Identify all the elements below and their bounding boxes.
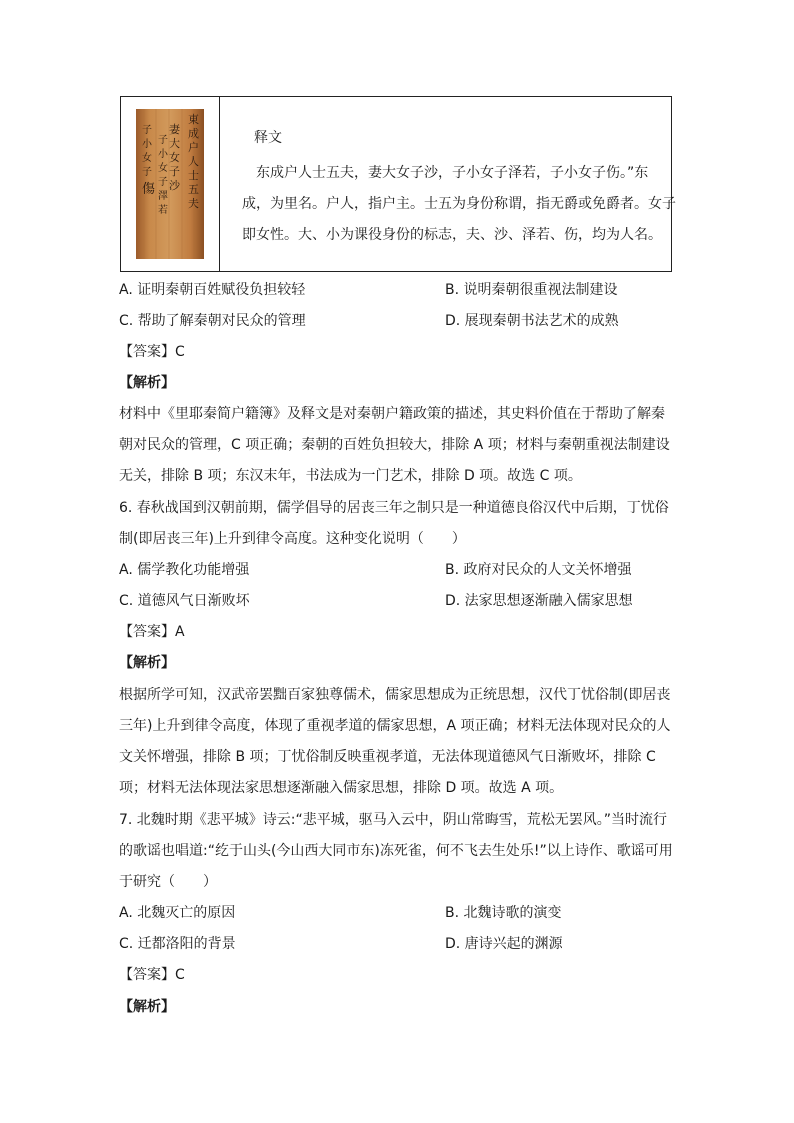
material-table	[120, 96, 676, 272]
q5-option-a: A. 证明秦朝百姓赋役负担较轻	[119, 282, 306, 298]
svg-text:小: 小	[142, 139, 152, 150]
q5-analysis-line: 无关，排除 B 项；东汉末年，书法成为一门艺术，排除 D 项。故选 C 项。	[119, 468, 582, 484]
q7-stem-line: 于研究（ ）	[119, 874, 217, 890]
q7-option-b: B. 北魏诗歌的演变	[445, 905, 562, 921]
svg-text:女: 女	[169, 151, 180, 164]
transcription-line: 即女性。大、小为课役身份的标志，夫、沙、泽若、伤，均为人名。	[242, 227, 662, 243]
q6-option-b: B. 政府对民众的人文关怀增强	[445, 562, 632, 578]
svg-text:人: 人	[188, 155, 199, 168]
q7-stem-line: 7. 北魏时期《悲平城》诗云:“悲平城，驱马入云中，阴山常晦雪，荒松无罢风。”当时流行	[119, 812, 668, 828]
svg-text:子: 子	[142, 167, 152, 178]
q6-stem-line: 制(即居丧三年)上升到律令高度。这种变化说明（ ）	[119, 531, 466, 547]
q7-option-d: D. 唐诗兴起的渊源	[445, 936, 563, 952]
svg-text:子: 子	[158, 177, 168, 188]
svg-text:若: 若	[158, 205, 168, 216]
bamboo-slip-image	[136, 109, 204, 259]
q5-option-b: B. 说明秦朝很重视法制建设	[445, 282, 618, 298]
transcription-title: 释文	[254, 130, 282, 146]
svg-text:子: 子	[169, 165, 180, 178]
svg-text:户: 户	[188, 141, 199, 154]
q5-option-d: D. 展现秦朝书法艺术的成熟	[445, 313, 619, 329]
q5-analysis-line: 材料中《里耶秦简户籍簿》及释文是对秦朝户籍政策的描述，其史料价值在于帮助了解秦	[119, 406, 665, 422]
q6-option-a: A. 儒学教化功能增强	[119, 562, 250, 578]
q5-analysis-line: 朝对民众的管理，C 项正确；秦朝的百姓负担较大，排除 A 项；材料与秦朝重视法制建设	[119, 437, 670, 453]
svg-text:東: 東	[188, 113, 199, 126]
svg-text:女: 女	[142, 153, 152, 164]
svg-text:五: 五	[188, 183, 199, 196]
transcription-line: 成，为里名。户人，指户主。士五为身份称谓，指无爵或免爵者。女子	[242, 196, 676, 212]
svg-text:澤: 澤	[158, 191, 168, 202]
svg-text:士: 士	[188, 169, 199, 182]
q5-analysis-label: 【解析】	[119, 375, 175, 391]
q6-answer: 【答案】A	[119, 624, 185, 640]
svg-text:傷: 傷	[142, 182, 156, 197]
q6-option-d: D. 法家思想逐渐融入儒家思想	[445, 593, 633, 609]
svg-text:女: 女	[158, 163, 168, 174]
q7-answer: 【答案】C	[119, 967, 185, 983]
svg-text:沙: 沙	[169, 179, 180, 192]
q6-analysis-line: 文关怀增强，排除 B 项；丁忧俗制反映重视孝道，无法体现道德风气日渐败坏，排除 C	[119, 749, 656, 765]
svg-text:大: 大	[169, 137, 180, 150]
transcription-text	[242, 158, 676, 251]
transcription-line: 东成户人士五夫，妻大女子沙，子小女子泽若，子小女子伤。”东	[256, 165, 649, 181]
q7-analysis-label: 【解析】	[119, 999, 175, 1015]
q6-stem-line: 6. 春秋战国到汉朝前期，儒学倡导的居丧三年之制只是一种道德良俗汉代中后期，丁忧俗	[119, 500, 669, 516]
svg-text:夫: 夫	[188, 197, 199, 210]
svg-text:小: 小	[158, 149, 168, 160]
q7-stem-line: 的歌谣也唱道:“纥于山头(今山西大同市东)冻死雀，何不飞去生处乐!”以上诗作、歌谣可用	[119, 843, 673, 859]
q6-analysis-line: 三年)上升到律令高度，体现了重视孝道的儒家思想，A 项正确；材料无法体现对民众的人	[119, 718, 671, 734]
q7-option-c: C. 迁都洛阳的背景	[119, 936, 236, 952]
svg-text:子: 子	[142, 125, 152, 136]
q6-analysis-line: 项；材料无法体现法家思想逐渐融入儒家思想，排除 D 项。故选 A 项。	[119, 780, 564, 796]
table-divider	[219, 97, 220, 271]
q6-option-c: C. 道德风气日渐败坏	[119, 593, 250, 609]
svg-text:妻: 妻	[169, 123, 180, 136]
q5-answer: 【答案】C	[119, 344, 185, 360]
svg-text:子: 子	[158, 135, 168, 146]
q6-analysis-line: 根据所学可知，汉武帝罢黜百家独尊儒术，儒家思想成为正统思想，汉代丁忧俗制(即居丧	[119, 687, 671, 703]
q5-option-c: C. 帮助了解秦朝对民众的管理	[119, 313, 306, 329]
svg-text:成: 成	[188, 127, 199, 140]
q6-analysis-label: 【解析】	[119, 655, 175, 671]
q7-option-a: A. 北魏灭亡的原因	[119, 905, 236, 921]
